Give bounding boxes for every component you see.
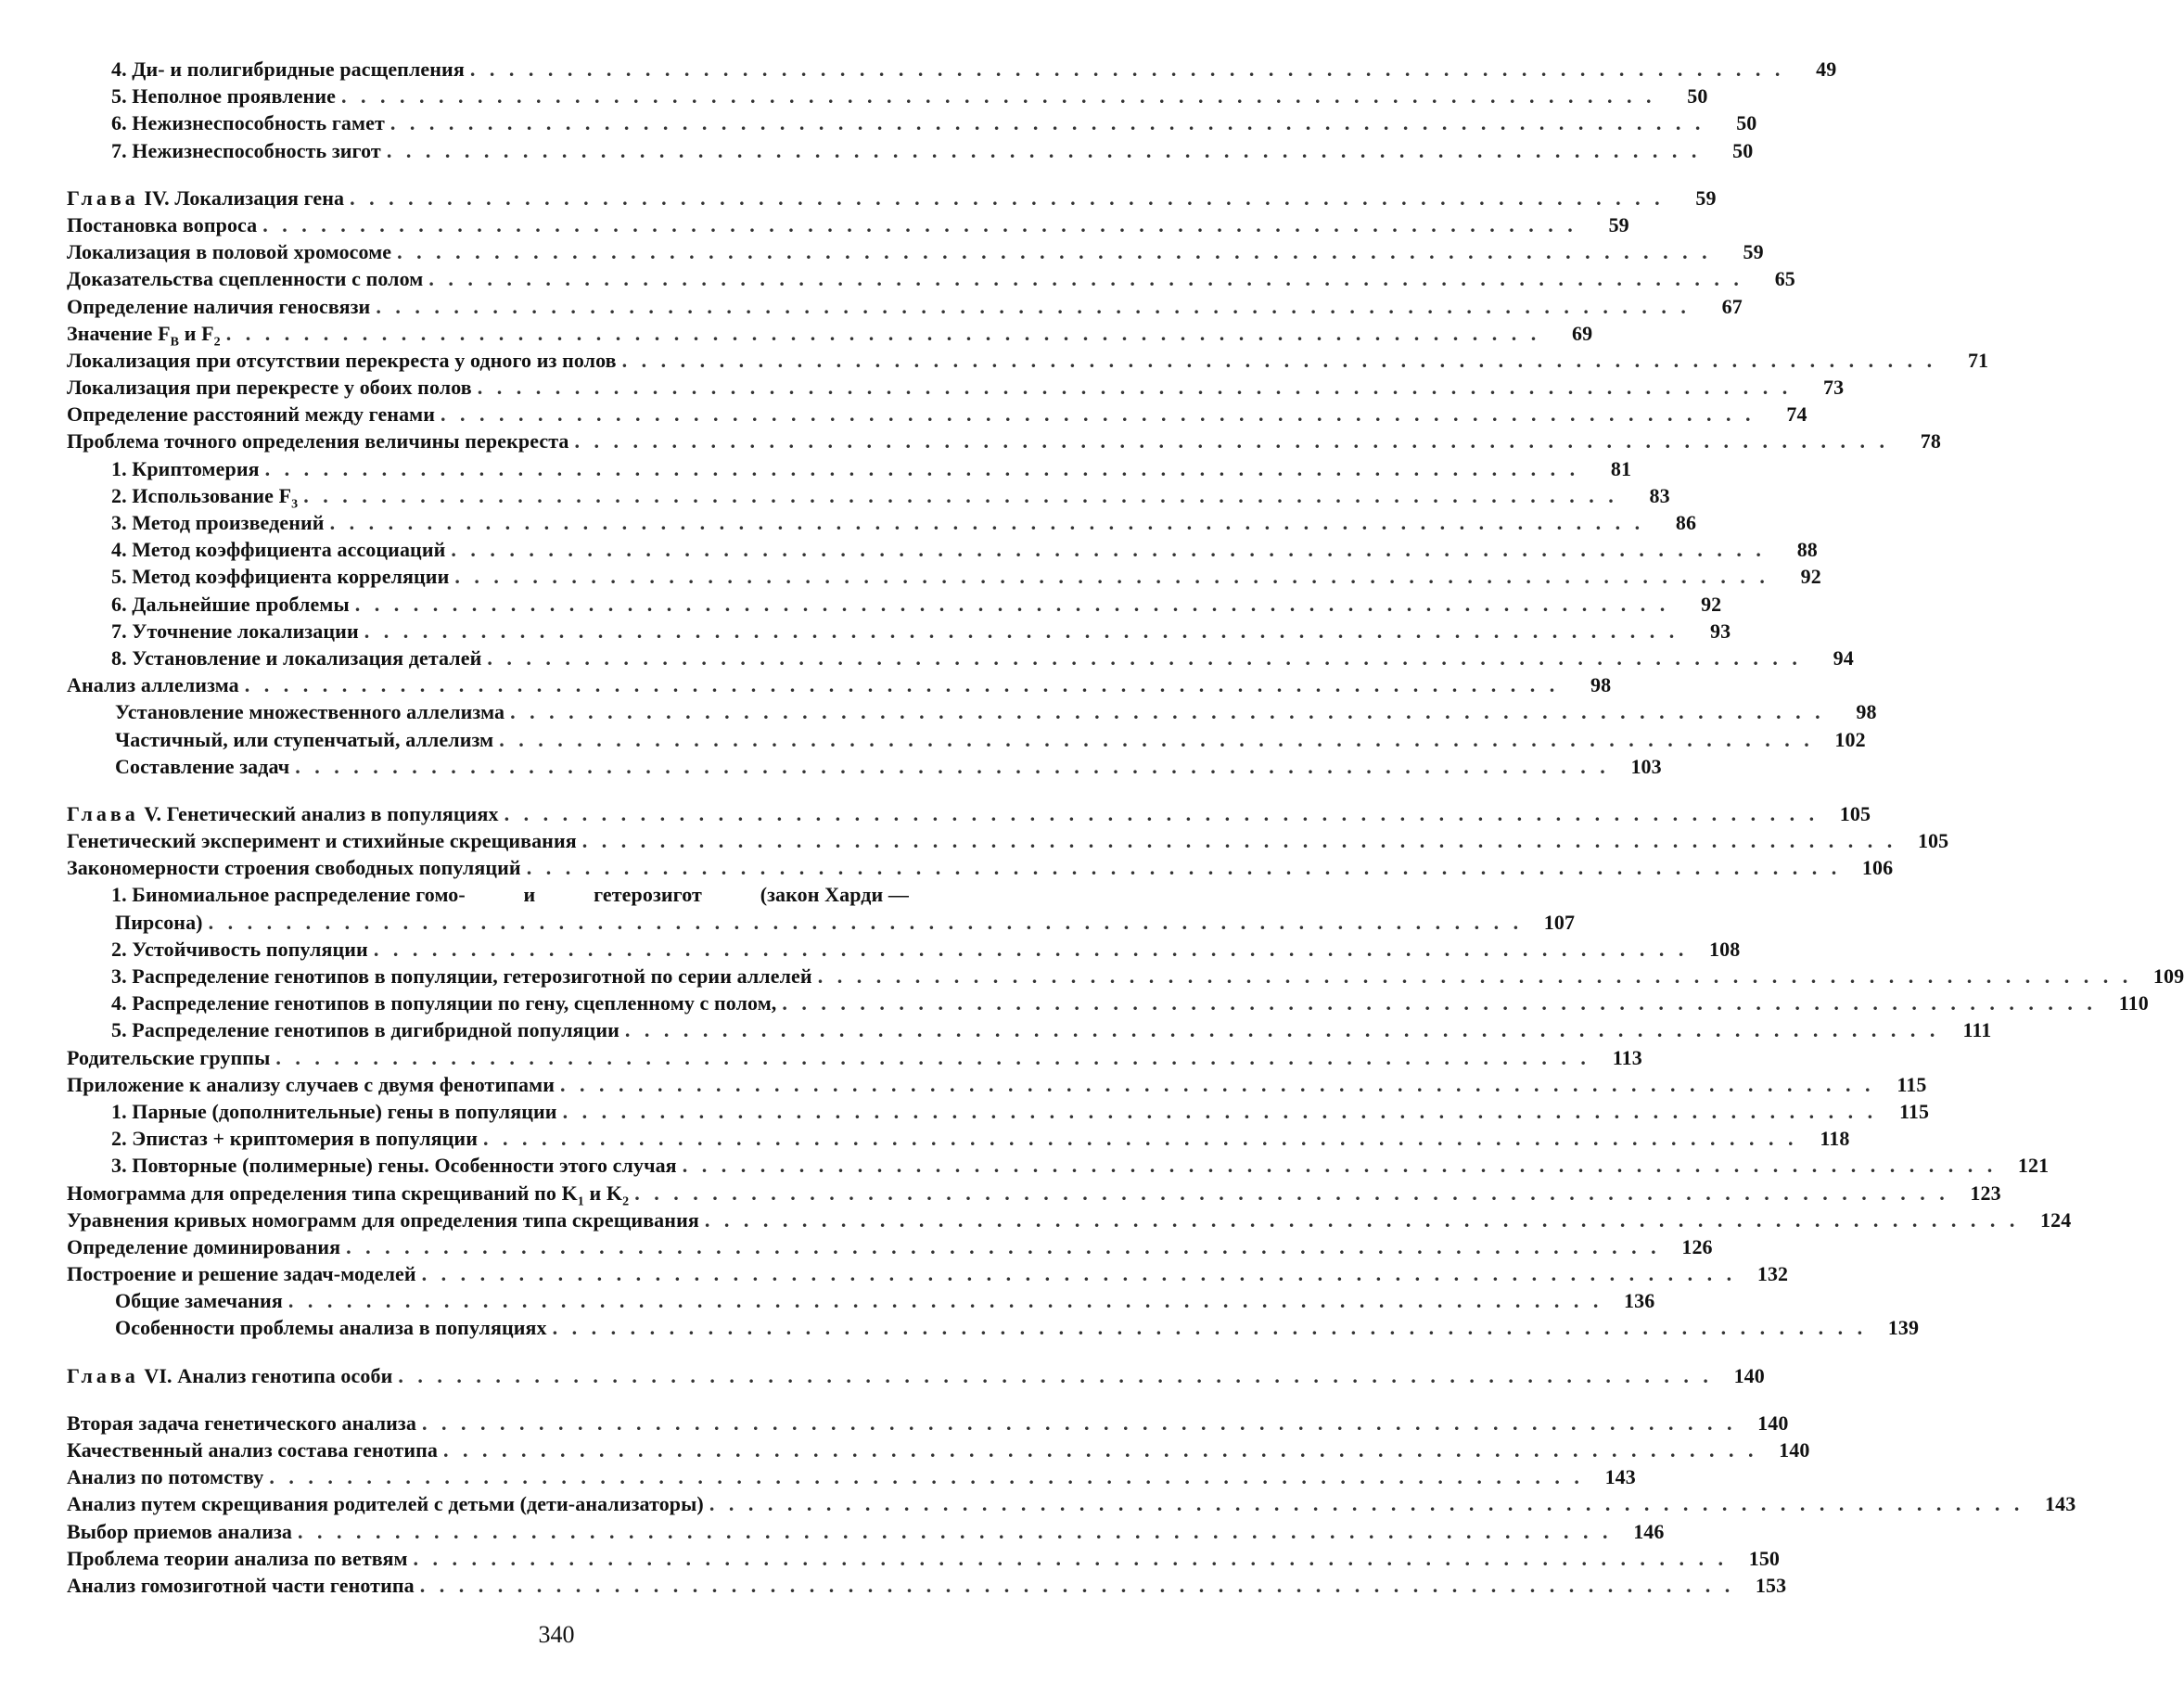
- toc-page-number: 136: [1624, 1289, 1655, 1313]
- toc-entry: [67, 1125, 1850, 1152]
- dot-leader: . . . . . . . . . . . . . . . . . . . . . . . . . . . . . . . . . . . . . . . . . . . . . . . . . . . . . . . . . . . . . . . . . . . .: [373, 937, 1689, 961]
- toc-page-number: 110: [2118, 991, 2149, 1015]
- dot-leader: . . . . . . . . . . . . . . . . . . . . . . . . . . . . . . . . . . . . . . . . . . . . . . . . . . . . . . . . . . . . . . . . . . . .: [451, 538, 1766, 562]
- toc-entry: [67, 963, 2184, 989]
- subscript: B: [170, 335, 180, 350]
- toc-entry: [67, 591, 1722, 618]
- toc-entry-title: [67, 1518, 292, 1545]
- toc-entry-text: 3. Распределение генотипов в популяции, гетерозиготной по серии аллелей: [111, 964, 812, 988]
- toc-chapter-heading: [67, 800, 1871, 827]
- toc-entry-text: 5. Метод коэффициента корреляции: [111, 565, 450, 589]
- toc-page-number: 150: [1748, 1546, 1781, 1570]
- toc-entry-title: [67, 1545, 408, 1572]
- toc-entry: [67, 374, 1845, 401]
- dot-leader: . . . . . . . . . . . . . . . . . . . . . . . . . . . . . . . . . . . . . . . . . . . . . . . . . . . . . . . . . . . . . . . . . . . .: [482, 1127, 1798, 1151]
- toc-page-number: 106: [1861, 856, 1894, 880]
- toc-entry-title: [67, 827, 577, 854]
- toc-entry: [67, 753, 1662, 780]
- toc-page-number: 123: [1970, 1181, 2001, 1205]
- toc-entry-title-part: гетерозигот: [594, 883, 702, 907]
- toc-page-number: 94: [1833, 645, 1854, 670]
- toc-page-number: 98: [1856, 700, 1877, 724]
- toc-entry-text: 7. Уточнение локализации: [111, 619, 359, 643]
- toc-entry-text: Выбор приемов анализа: [67, 1519, 293, 1543]
- toc-entry-text: Генетический эксперимент и стихийные скрещивания: [67, 829, 577, 853]
- toc-entry: [67, 401, 1807, 428]
- dot-leader: . . . . . . . . . . . . . . . . . . . . . . . . . . . . . . . . . . . . . . . . . . . . . . . . . . . . . . . . . . . . . . . . . . . .: [574, 429, 1889, 453]
- toc-entry: [67, 881, 918, 908]
- toc-entry-text: Локализация при перекресте у обоих полов: [67, 376, 472, 400]
- toc-entry-title: [111, 645, 481, 671]
- toc-entry: [67, 1016, 1992, 1043]
- subscript: 3: [291, 497, 299, 512]
- chapter-label: Глава: [67, 801, 139, 825]
- toc-entry-text: Анализ гомозиготной части генотипа: [67, 1573, 415, 1597]
- dot-leader: . . . . . . . . . . . . . . . . . . . . . . . . . . . . . . . . . . . . . . . . . . . . . . . . . . . . . . . . . . . . . . . . . . . .: [398, 1363, 1713, 1387]
- toc-page-number: 107: [1543, 910, 1576, 934]
- toc-page-number: 78: [1920, 429, 1941, 453]
- dot-leader: . . . . . . . . . . . . . . . . . . . . . . . . . . . . . . . . . . . . . . . . . . . . . . . . . . . . . . . . . . . . . . . . . . . .: [208, 910, 1524, 934]
- toc-page-number: 146: [1633, 1519, 1665, 1543]
- dot-leader: . . . . . . . . . . . . . . . . . . . . . . . . . . . . . . . . . . . . . . . . . . . . . . . . . . . . . . . . . . . . . . . . . . . .: [552, 1316, 1868, 1340]
- toc-page-number: 67: [1721, 294, 1743, 318]
- toc-entry-text: 3. Метод произведений: [111, 511, 325, 534]
- toc-page-number: 118: [1820, 1127, 1850, 1151]
- dot-leader: . . . . . . . . . . . . . . . . . . . . . . . . . . . . . . . . . . . . . . . . . . . . . . . . . . . . . . . . . . . . . . . . . . . .: [376, 294, 1691, 318]
- toc-entry: [67, 56, 1837, 83]
- toc-entry-text: Составление задач: [115, 754, 290, 778]
- dot-leader: . . . . . . . . . . . . . . . . . . . . . . . . . . . . . . . . . . . . . . . . . . . . . . . . . . . . . . . . . . . . . . . . . . . .: [421, 1262, 1737, 1286]
- toc-entry-title: [67, 1490, 704, 1517]
- toc-entry: [67, 1490, 2076, 1517]
- dot-leader: . . . . . . . . . . . . . . . . . . . . . . . . . . . . . . . . . . . . . . . . . . . . . . . . . . . . . . . . . . . . . . . . . . . .: [581, 829, 1897, 853]
- dot-leader: . . . . . . . . . . . . . . . . . . . . . . . . . . . . . . . . . . . . . . . . . . . . . . . . . . . . . . . . . . . . . . . . . . . .: [428, 267, 1743, 291]
- dot-leader: . . . . . . . . . . . . . . . . . . . . . . . . . . . . . . . . . . . . . . . . . . . . . . . . . . . . . . . . . . . . . . . . . . . .: [559, 1072, 1875, 1096]
- dot-leader: . . . . . . . . . . . . . . . . . . . . . . . . . . . . . . . . . . . . . . . . . . . . . . . . . . . . . . . . . . . . . . . . . . . .: [386, 138, 1702, 162]
- toc-entry-text: Особенности проблемы анализа в популяциях: [115, 1316, 547, 1340]
- toc-entry-title: [111, 1152, 677, 1179]
- toc-entry-text: Проблема точного определения величины перекреста: [67, 429, 569, 453]
- dot-leader: . . . . . . . . . . . . . . . . . . . . . . . . . . . . . . . . . . . . . . . . . . . . . . . . . . . . . . . . . . . . . . . . . . . .: [526, 856, 1842, 880]
- chapter-label: Глава: [67, 185, 139, 210]
- toc-page-number: 93: [1710, 619, 1731, 643]
- toc-entry: [67, 1071, 1927, 1098]
- toc-entry-text: и F: [179, 321, 214, 345]
- toc-page-number: 121: [2017, 1154, 2050, 1178]
- toc-page-number: 140: [1757, 1411, 1789, 1435]
- dot-leader: . . . . . . . . . . . . . . . . . . . . . . . . . . . . . . . . . . . . . . . . . . . . . . . . . . . . . . . . . . . . . . . . . . . .: [504, 801, 1820, 825]
- toc-entry-title: [67, 1206, 699, 1233]
- dot-leader: . . . . . . . . . . . . . . . . . . . . . . . . . . . . . . . . . . . . . . . . . . . . . . . . . . . . . . . . . . . . . . . . . . . .: [441, 402, 1756, 427]
- toc-entry: [67, 1287, 1655, 1314]
- toc-entry-title: [67, 428, 568, 454]
- toc-entry-title-part: и: [523, 883, 536, 907]
- toc-entry-title: [67, 671, 239, 698]
- toc-entry: [67, 1314, 1920, 1341]
- toc-page-number: 143: [1604, 1465, 1636, 1489]
- toc-page-number: 59: [1743, 240, 1764, 264]
- dot-leader: . . . . . . . . . . . . . . . . . . . . . . . . . . . . . . . . . . . . . . . . . . . . . . . . . . . . . . . . . . . . . . . . . . . .: [469, 57, 1785, 81]
- dot-leader: . . . . . . . . . . . . . . . . . . . . . . . . . . . . . . . . . . . . . . . . . . . . . . . . . . . . . . . . . . . . . . . . . . . .: [817, 964, 2133, 988]
- dot-leader: . . . . . . . . . . . . . . . . . . . . . . . . . . . . . . . . . . . . . . . . . . . . . . . . . . . . . . . . . . . . . . . . . . . .: [275, 1045, 1590, 1069]
- toc-entry-title: [67, 185, 344, 211]
- toc-entry: [67, 698, 1877, 725]
- toc-entry-title: [111, 536, 445, 563]
- toc-entry-title-part: (закон Харди —: [760, 883, 909, 907]
- dot-leader: . . . . . . . . . . . . . . . . . . . . . . . . . . . . . . . . . . . . . . . . . . . . . . . . . . . . . . . . . . . . . . . . . . . .: [634, 1181, 1949, 1205]
- toc-page-number: 124: [2040, 1207, 2072, 1232]
- toc-entry: [67, 265, 1795, 292]
- toc-entry-title: [67, 1071, 555, 1098]
- toc-entry: [67, 109, 1757, 136]
- dot-leader: . . . . . . . . . . . . . . . . . . . . . . . . . . . . . . . . . . . . . . . . . . . . . . . . . . . . . . . . . . . . . . . . . . . .: [350, 185, 1665, 210]
- toc-page-number: 69: [1572, 321, 1593, 345]
- toc-page-number: 102: [1834, 727, 1866, 751]
- dot-leader: . . . . . . . . . . . . . . . . . . . . . . . . . . . . . . . . . . . . . . . . . . . . . . . . . . . . . . . . . . . . . . . . . . . .: [782, 991, 2097, 1015]
- toc-entry: [67, 83, 1708, 109]
- dot-leader: . . . . . . . . . . . . . . . . . . . . . . . . . . . . . . . . . . . . . . . . . . . . . . . . . . . . . . . . . . . . . . . . . . . .: [499, 727, 1814, 751]
- toc-entry-title: [115, 1314, 547, 1341]
- dot-leader: . . . . . . . . . . . . . . . . . . . . . . . . . . . . . . . . . . . . . . . . . . . . . . . . . . . . . . . . . . . . . . . . . . . .: [262, 212, 1577, 236]
- toc-entry-title: [111, 963, 812, 989]
- toc-page-number: 49: [1816, 57, 1837, 81]
- toc-page-number: 105: [1839, 801, 1871, 825]
- toc-entry-title: [111, 109, 385, 136]
- toc-page-number: 98: [1590, 673, 1612, 697]
- toc-entry-text: 2. Устойчивость популяции: [111, 937, 368, 961]
- toc-entry-title: [111, 1125, 478, 1152]
- toc-entry: [67, 618, 1731, 645]
- dot-leader: . . . . . . . . . . . . . . . . . . . . . . . . . . . . . . . . . . . . . . . . . . . . . . . . . . . . . . . . . . . . . . . . . . . .: [269, 1465, 1584, 1489]
- subscript: 2: [213, 335, 221, 350]
- toc-entry-text: Номограмма для определения типа скрещиваний по K: [67, 1181, 578, 1205]
- dot-leader: . . . . . . . . . . . . . . . . . . . . . . . . . . . . . . . . . . . . . . . . . . . . . . . . . . . . . . . . . . . . . . . . . . . .: [287, 1289, 1603, 1313]
- toc-entry-text: Установление множественного аллелизма: [115, 700, 505, 724]
- toc-entry: [67, 455, 1632, 482]
- toc-entry-text: Вторая задача генетического анализа: [67, 1411, 416, 1435]
- toc-entry-text: 1. Криптомерия: [111, 456, 260, 480]
- dot-leader: . . . . . . . . . . . . . . . . . . . . . . . . . . . . . . . . . . . . . . . . . . . . . . . . . . . . . . . . . . . . . . . . . . . .: [510, 700, 1825, 724]
- toc-entry-title: [115, 909, 203, 936]
- toc-page-number: 83: [1649, 483, 1670, 507]
- toc-entry: [67, 989, 2149, 1016]
- dot-leader: . . . . . . . . . . . . . . . . . . . . . . . . . . . . . . . . . . . . . . . . . . . . . . . . . . . . . . . . . . . . . . . . . . . .: [340, 84, 1656, 109]
- toc-entry: [67, 536, 1818, 563]
- dot-leader: . . . . . . . . . . . . . . . . . . . . . . . . . . . . . . . . . . . . . . . . . . . . . . . . . . . . . . . . . . . . . . . . . . . .: [621, 348, 1937, 372]
- toc-entry-title: [67, 347, 617, 374]
- toc-entry-text: 6. Дальнейшие проблемы: [111, 592, 350, 616]
- toc-entry-title: [111, 936, 368, 963]
- toc-entry: [67, 827, 1949, 854]
- dot-leader: . . . . . . . . . . . . . . . . . . . . . . . . . . . . . . . . . . . . . . . . . . . . . . . . . . . . . . . . . . . . . . . . . . . .: [419, 1573, 1735, 1597]
- toc-page-number: 126: [1681, 1234, 1713, 1258]
- toc-entry-text: 2. Эпистаз + криптомерия в популяции: [111, 1127, 478, 1151]
- toc-page-number: 140: [1733, 1363, 1765, 1387]
- toc-entry-title: [115, 1287, 283, 1314]
- toc-entry-text: Локализация при отсутствии перекреста у одного из полов: [67, 348, 617, 372]
- toc-page-number: 71: [1967, 348, 1989, 372]
- toc-entry-title: [67, 1260, 416, 1287]
- toc-page-number: 81: [1610, 456, 1632, 480]
- toc-entry-title: [111, 56, 465, 83]
- toc-chapter-heading: [67, 185, 1717, 211]
- toc-entry-title: [111, 618, 359, 645]
- toc-entry-text: Уравнения кривых номограмм для определения типа скрещивания: [67, 1207, 699, 1232]
- toc-page-number: 103: [1630, 754, 1662, 778]
- toc-entry-text: Построение и решение задач-моделей: [67, 1262, 416, 1286]
- toc-entry-title: [67, 1233, 340, 1260]
- dot-leader: . . . . . . . . . . . . . . . . . . . . . . . . . . . . . . . . . . . . . . . . . . . . . . . . . . . . . . . . . . . . . . . . . . . .: [442, 1438, 1758, 1462]
- toc-entry-text: Постановка вопроса: [67, 212, 258, 236]
- toc-entry-text: Анализ по потомству: [67, 1465, 264, 1489]
- toc-entry-title: [115, 698, 504, 725]
- toc-page-number: 74: [1786, 402, 1807, 427]
- toc-entry-title: [111, 563, 449, 590]
- toc-entry-title: [111, 509, 325, 536]
- toc-page-number: 111: [1962, 1018, 1992, 1042]
- toc-entry-text: 2. Использование F: [111, 483, 292, 507]
- toc-entry: [67, 1233, 1713, 1260]
- toc-entry: [67, 1206, 2072, 1233]
- toc-page-number: 105: [1917, 829, 1949, 853]
- toc-entry: [67, 563, 1821, 590]
- toc-entry-title: [111, 591, 350, 618]
- toc-page-number: 143: [2045, 1492, 2076, 1516]
- toc-entry-title: [67, 1410, 416, 1436]
- toc-page-number: 65: [1774, 267, 1795, 291]
- toc-entry-text: IV. Локализация гена: [144, 185, 345, 210]
- toc-entry-title: [67, 854, 521, 881]
- toc-entry-text: 3. Повторные (полимерные) гены. Особенности этого случая: [111, 1154, 677, 1178]
- subscript: 1: [577, 1194, 584, 1208]
- dot-leader: . . . . . . . . . . . . . . . . . . . . . . . . . . . . . . . . . . . . . . . . . . . . . . . . . . . . . . . . . . . . . . . . . . . .: [329, 511, 1645, 534]
- toc-entry-title: [115, 726, 493, 753]
- toc-entry: [67, 1152, 2050, 1179]
- toc-entry-text: 4. Метод коэффициента ассоциаций: [111, 538, 446, 562]
- toc-entry-text: Родительские группы: [67, 1045, 271, 1069]
- toc-entry: [67, 320, 1593, 350]
- dot-leader: . . . . . . . . . . . . . . . . . . . . . . . . . . . . . . . . . . . . . . . . . . . . . . . . . . . . . . . . . . . . . . . . . . . .: [264, 456, 1580, 480]
- toc-page-number: 50: [1736, 111, 1757, 135]
- toc-entry-title-part: 1. Биномиальное распределение гомо-: [111, 883, 466, 907]
- dot-leader: . . . . . . . . . . . . . . . . . . . . . . . . . . . . . . . . . . . . . . . . . . . . . . . . . . . . . . . . . . . . . . . . . . . .: [244, 673, 1560, 697]
- toc-page-number: 92: [1800, 565, 1821, 589]
- table-of-contents: [67, 56, 2184, 1599]
- toc-entry-text: Приложение к анализу случаев с двумя фенотипами: [67, 1072, 555, 1096]
- toc-entry: [67, 293, 1743, 320]
- toc-entry-text: 7. Нежизнеспособность зигот: [111, 138, 381, 162]
- toc-entry: [67, 1044, 1642, 1071]
- toc-entry-title: [67, 374, 472, 401]
- toc-page-number: 59: [1695, 185, 1717, 210]
- toc-entry-text: Определение расстояний между генами: [67, 402, 436, 427]
- dot-leader: . . . . . . . . . . . . . . . . . . . . . . . . . . . . . . . . . . . . . . . . . . . . . . . . . . . . . . . . . . . . . . . . . . . .: [421, 1411, 1737, 1435]
- toc-entry-title: [111, 989, 776, 1016]
- toc-entry-text: Проблема теории анализа по ветвям: [67, 1546, 408, 1570]
- subscript: 2: [622, 1194, 630, 1208]
- toc-entry: [67, 482, 1670, 512]
- toc-entry-title: [67, 265, 423, 292]
- toc-page-number: 88: [1796, 538, 1818, 562]
- toc-page-number: 59: [1608, 212, 1629, 236]
- dot-leader: . . . . . . . . . . . . . . . . . . . . . . . . . . . . . . . . . . . . . . . . . . . . . . . . . . . . . . . . . . . . . . . . . . . .: [298, 1519, 1613, 1543]
- dot-leader: . . . . . . . . . . . . . . . . . . . . . . . . . . . . . . . . . . . . . . . . . . . . . . . . . . . . . . . . . . . . . . . . . . . .: [624, 1018, 1940, 1042]
- toc-entry-title: [67, 1436, 438, 1463]
- toc-entry-title: [67, 1572, 415, 1599]
- toc-entry-text: Определение наличия геносвязи: [67, 294, 371, 318]
- toc-entry-text: и K: [583, 1181, 623, 1205]
- toc-entry-text: Определение доминирования: [67, 1234, 341, 1258]
- toc-page-number: 50: [1732, 138, 1754, 162]
- toc-entry: [67, 645, 1854, 671]
- toc-entry: [67, 909, 1576, 936]
- toc-page-number: 140: [1779, 1438, 1810, 1462]
- toc-entry-text: 4. Ди- и полигибридные расщепления: [111, 57, 465, 81]
- toc-entry: [67, 1436, 1810, 1463]
- toc-entry-text: Локализация в половой хромосоме: [67, 240, 392, 264]
- toc-entry-text: V. Генетический анализ в популяциях: [144, 801, 499, 825]
- toc-page-number: 73: [1823, 376, 1845, 400]
- toc-entry-title: [67, 293, 370, 320]
- toc-entry: [67, 671, 1612, 698]
- toc-entry-title: [67, 800, 499, 827]
- toc-chapter-heading: [67, 1362, 1765, 1389]
- toc-entry: [67, 1180, 2001, 1208]
- dot-leader: . . . . . . . . . . . . . . . . . . . . . . . . . . . . . . . . . . . . . . . . . . . . . . . . . . . . . . . . . . . . . . . . . . . .: [225, 321, 1541, 345]
- toc-entry-title: [67, 211, 257, 238]
- toc-entry-text: Анализ аллелизма: [67, 673, 239, 697]
- toc-entry: [67, 1545, 1781, 1572]
- dot-leader: . . . . . . . . . . . . . . . . . . . . . . . . . . . . . . . . . . . . . . . . . . . . . . . . . . . . . . . . . . . . . . . . . . . .: [682, 1154, 1998, 1178]
- dot-leader: . . . . . . . . . . . . . . . . . . . . . . . . . . . . . . . . . . . . . . . . . . . . . . . . . . . . . . . . . . . . . . . . . . . .: [477, 376, 1793, 400]
- toc-entry: [67, 726, 1866, 753]
- toc-entry-text: 6. Нежизнеспособность гамет: [111, 111, 385, 135]
- toc-entry-title: [67, 401, 435, 428]
- toc-entry: [67, 1518, 1665, 1545]
- toc-entry-text: Значение F: [67, 321, 171, 345]
- page-number: 340: [538, 1621, 575, 1648]
- dot-leader: . . . . . . . . . . . . . . . . . . . . . . . . . . . . . . . . . . . . . . . . . . . . . . . . . . . . . . . . . . . . . . . . . . . .: [709, 1492, 2024, 1516]
- toc-entry-text: Закономерности строения свободных популяций: [67, 856, 521, 880]
- dot-leader: . . . . . . . . . . . . . . . . . . . . . . . . . . . . . . . . . . . . . . . . . . . . . . . . . . . . . . . . . . . . . . . . . . . .: [390, 111, 1705, 135]
- toc-page-number: 132: [1756, 1262, 1789, 1286]
- toc-entry: [67, 509, 1697, 536]
- toc-entry: [67, 1410, 1789, 1436]
- toc-entry: [67, 1098, 1930, 1125]
- toc-entry-title: [67, 238, 391, 265]
- toc-entry-title: [67, 1362, 392, 1389]
- toc-page-number: 139: [1887, 1316, 1920, 1340]
- toc-entry-title: [111, 881, 909, 908]
- toc-entry: [67, 238, 1764, 265]
- toc-entry-text: Общие замечания: [115, 1289, 283, 1313]
- dot-leader: . . . . . . . . . . . . . . . . . . . . . . . . . . . . . . . . . . . . . . . . . . . . . . . . . . . . . . . . . . . . . . . . . . . .: [364, 619, 1680, 643]
- toc-entry-text: VI. Анализ генотипа особи: [144, 1363, 393, 1387]
- toc-entry: [67, 137, 1754, 164]
- toc-entry-text: Доказательства сцепленности с полом: [67, 267, 424, 291]
- dot-leader: . . . . . . . . . . . . . . . . . . . . . . . . . . . . . . . . . . . . . . . . . . . . . . . . . . . . . . . . . . . . . . . . . . . .: [454, 565, 1769, 589]
- dot-leader: . . . . . . . . . . . . . . . . . . . . . . . . . . . . . . . . . . . . . . . . . . . . . . . . . . . . . . . . . . . . . . . . . . . .: [346, 1234, 1661, 1258]
- toc-entry: [67, 1572, 1787, 1599]
- toc-entry: [67, 347, 1989, 374]
- toc-entry-text: Качественный анализ состава генотипа: [67, 1438, 438, 1462]
- dot-leader: . . . . . . . . . . . . . . . . . . . . . . . . . . . . . . . . . . . . . . . . . . . . . . . . . . . . . . . . . . . . . . . . . . . .: [704, 1207, 2020, 1232]
- toc-page-number: 115: [1898, 1099, 1930, 1123]
- toc-entry-text: 5. Распределение генотипов в дигибридной популяции: [111, 1018, 619, 1042]
- toc-entry-text: 8. Установление и локализация деталей: [111, 645, 482, 670]
- dot-leader: . . . . . . . . . . . . . . . . . . . . . . . . . . . . . . . . . . . . . . . . . . . . . . . . . . . . . . . . . . . . . . . . . . . .: [562, 1099, 1878, 1123]
- toc-entry: [67, 1463, 1636, 1490]
- toc-entry-text: Частичный, или ступенчатый, аллелизм: [115, 727, 494, 751]
- chapter-label: Глава: [67, 1363, 139, 1387]
- toc-page-number: 113: [1612, 1045, 1642, 1069]
- toc-entry-title: [111, 1098, 557, 1125]
- dot-leader: . . . . . . . . . . . . . . . . . . . . . . . . . . . . . . . . . . . . . . . . . . . . . . . . . . . . . . . . . . . . . . . . . . . .: [303, 483, 1618, 507]
- dot-leader: . . . . . . . . . . . . . . . . . . . . . . . . . . . . . . . . . . . . . . . . . . . . . . . . . . . . . . . . . . . . . . . . . . . .: [413, 1546, 1729, 1570]
- toc-entry-text: Анализ путем скрещивания родителей с детьми (дети-анализаторы): [67, 1492, 704, 1516]
- toc-page-number: 50: [1687, 84, 1708, 109]
- toc-entry-text: 4. Распределение генотипов в популяции по гену, сцепленному с полом,: [111, 991, 777, 1015]
- toc-entry-title: [111, 1016, 619, 1043]
- toc-entry-title: [111, 137, 381, 164]
- toc-entry-text: 1. Парные (дополнительные) гены в популяции: [111, 1099, 557, 1123]
- toc-entry-title: [115, 753, 289, 780]
- dot-leader: . . . . . . . . . . . . . . . . . . . . . . . . . . . . . . . . . . . . . . . . . . . . . . . . . . . . . . . . . . . . . . . . . . . .: [295, 754, 1610, 778]
- toc-entry: [67, 854, 1894, 881]
- toc-entry-title: [111, 83, 336, 109]
- dot-leader: . . . . . . . . . . . . . . . . . . . . . . . . . . . . . . . . . . . . . . . . . . . . . . . . . . . . . . . . . . . . . . . . . . . .: [354, 592, 1670, 616]
- toc-entry-text: 5. Неполное проявление: [111, 84, 336, 109]
- toc-entry: [67, 211, 1629, 238]
- toc-entry-title: [67, 1044, 270, 1071]
- toc-page-number: 108: [1709, 937, 1741, 961]
- toc-entry-title: [67, 1463, 263, 1490]
- toc-entry-title: [111, 455, 260, 482]
- toc-entry: [67, 936, 1741, 963]
- dot-leader: . . . . . . . . . . . . . . . . . . . . . . . . . . . . . . . . . . . . . . . . . . . . . . . . . . . . . . . . . . . . . . . . . . . .: [397, 240, 1712, 264]
- toc-entry-text: Пирсона): [115, 910, 203, 934]
- dot-leader: . . . . . . . . . . . . . . . . . . . . . . . . . . . . . . . . . . . . . . . . . . . . . . . . . . . . . . . . . . . . . . . . . . . .: [487, 645, 1802, 670]
- toc-entry: [67, 1260, 1789, 1287]
- toc-page-number: 86: [1675, 511, 1697, 534]
- toc-page-number: 115: [1897, 1072, 1927, 1096]
- toc-entry: [67, 428, 1941, 454]
- toc-page-number: 92: [1701, 592, 1722, 616]
- toc-page-number: 153: [1755, 1573, 1787, 1597]
- toc-page-number: 109: [2152, 964, 2184, 988]
